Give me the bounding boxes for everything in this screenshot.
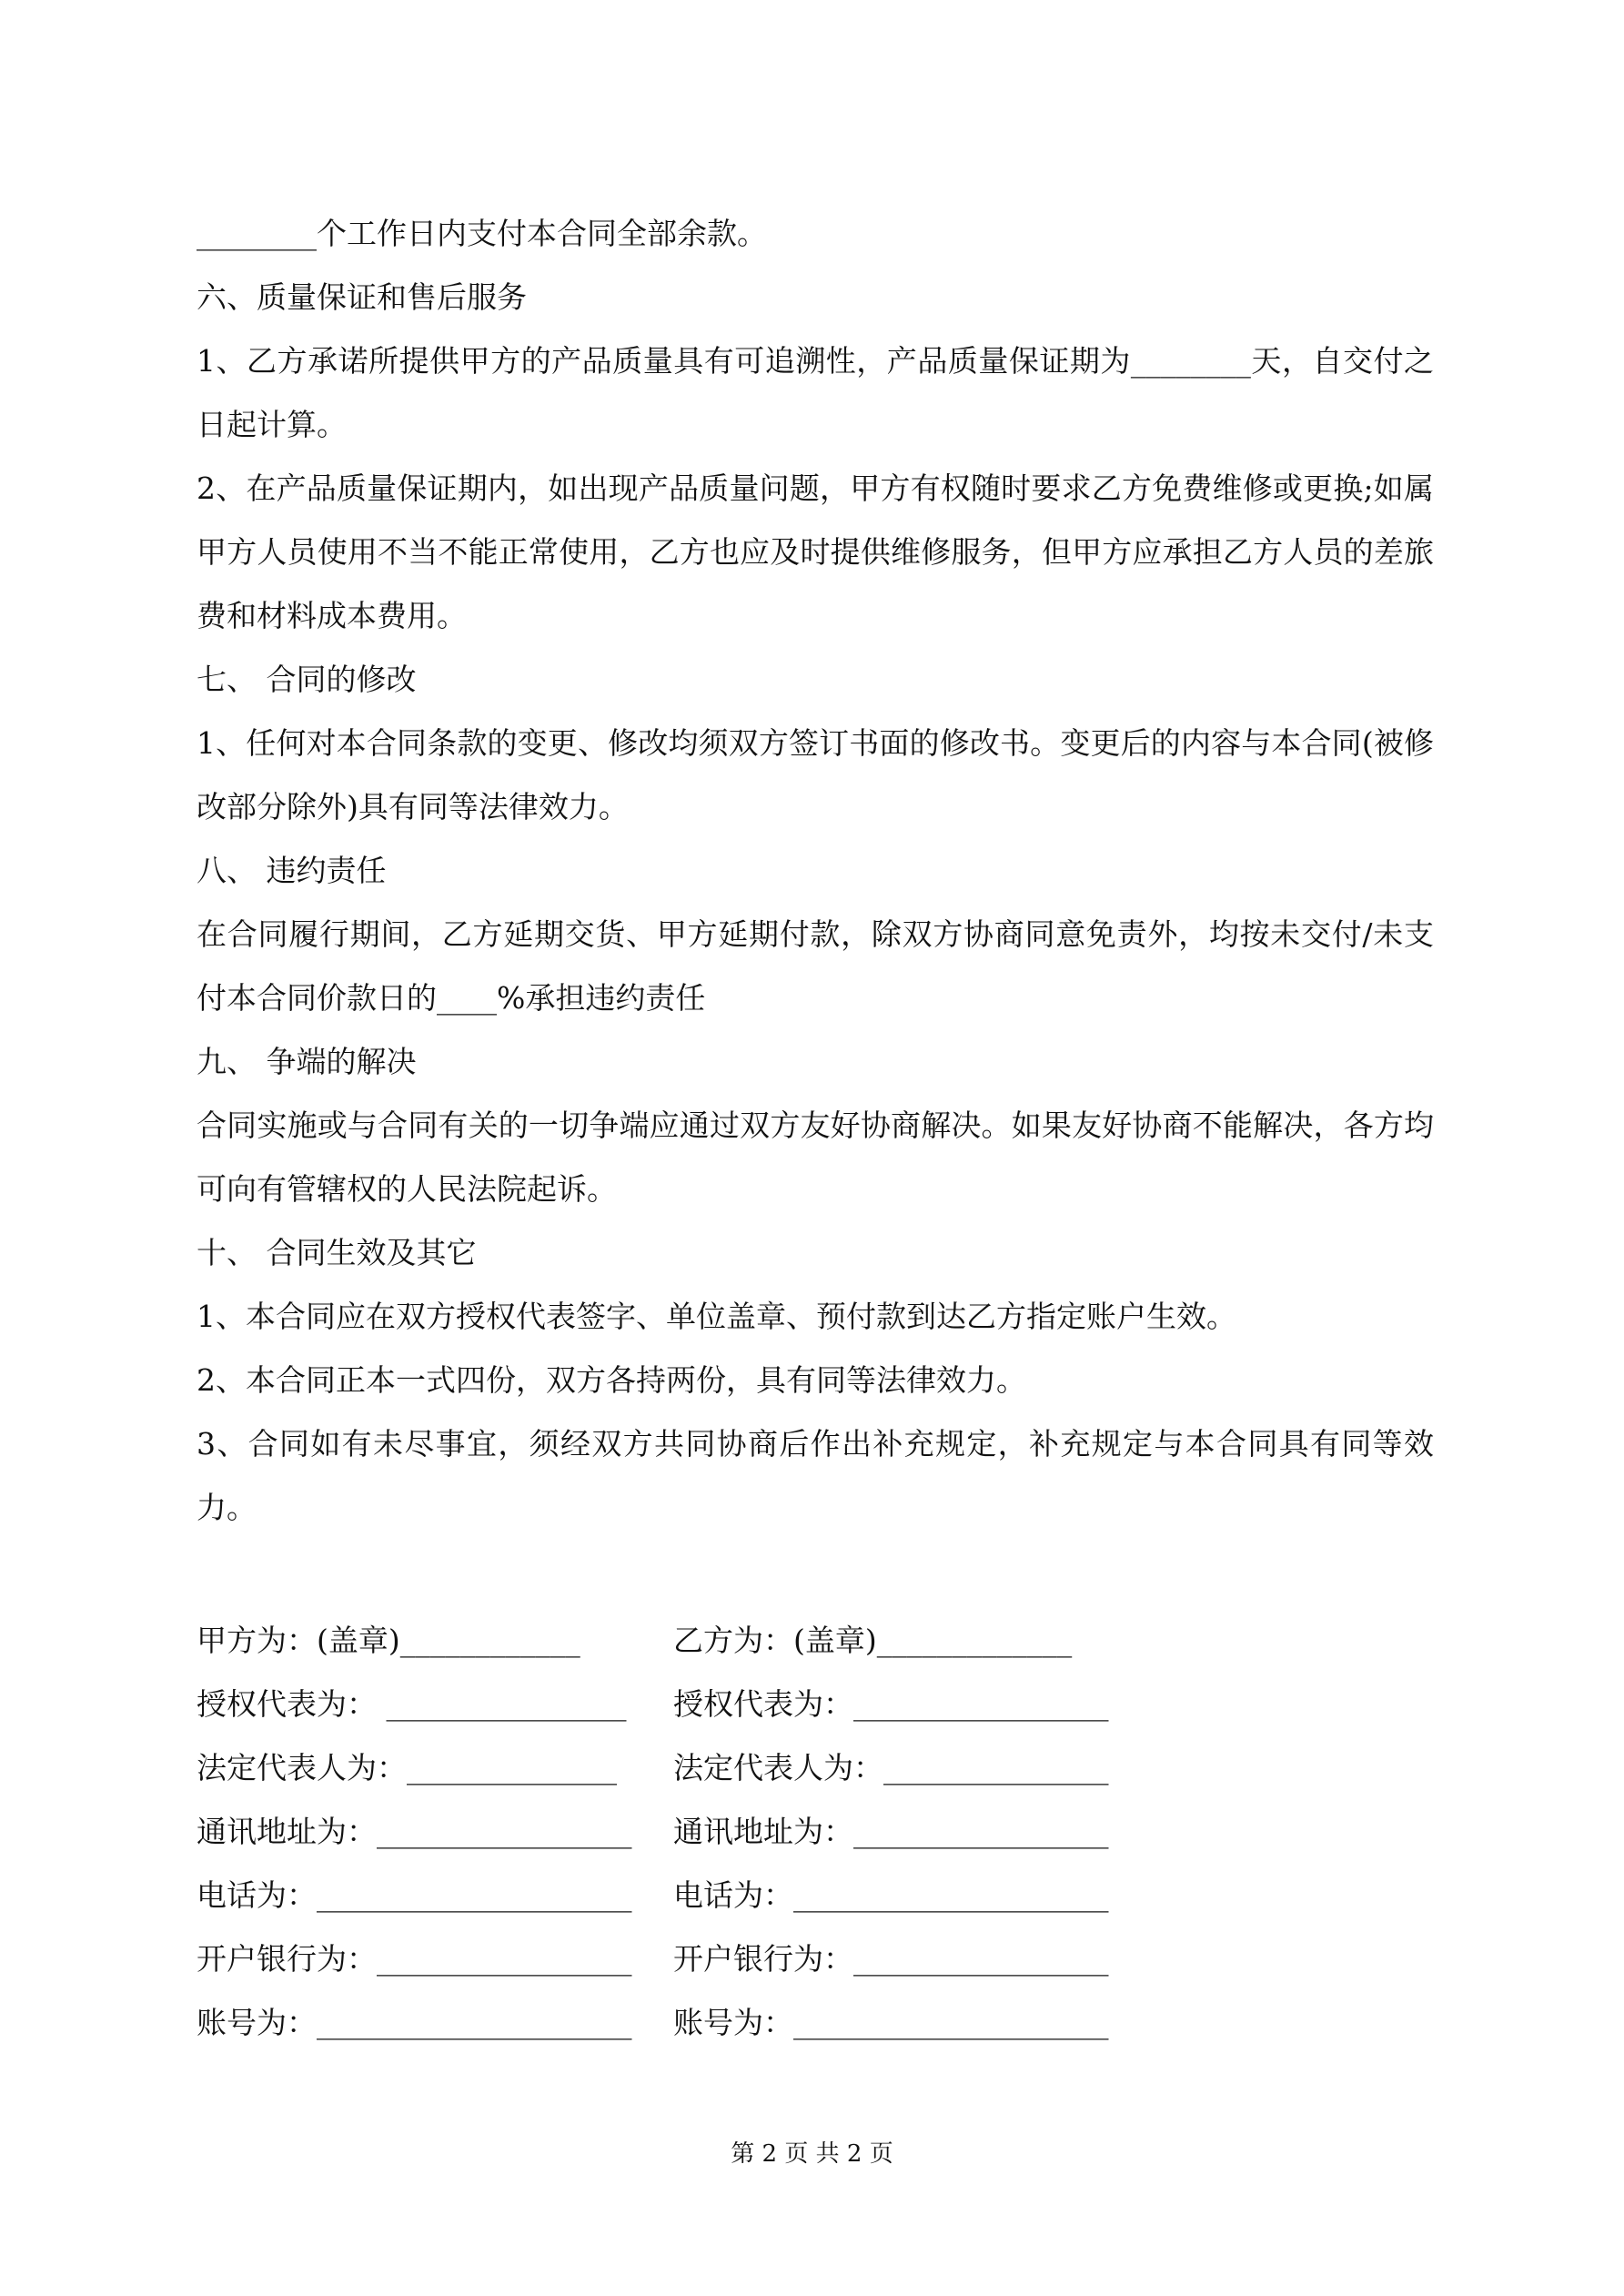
body-line: ________个工作日内支付本合同全部余款。	[197, 216, 767, 251]
party-b-account-field: 账号为：_____________________	[673, 2005, 1109, 2040]
body-paragraph: 合同实施或与合同有关的一切争端应通过双方友好协商解决。如果友好协商不能解决，各方均可向有管辖权的人民法院起诉。	[197, 1108, 1434, 1207]
party-b-bank-field: 开户银行为：_________________	[673, 1941, 1109, 1977]
body-paragraph: 在合同履行期间，乙方延期交货、甲方延期付款，除双方协商同意免责外，均按未交付/未支付本合同价款日的____%承担违约责任	[197, 916, 1434, 1016]
party-b-legal-rep-field: 法定代表人为：_______________	[673, 1750, 1109, 1785]
party-b-seal-field: 乙方为：(盖章)_____________	[673, 1623, 1073, 1658]
body-paragraph: 2、在产品质量保证期内，如出现产品质量问题，甲方有权随时要求乙方免费维修或更换;如属甲方人员使用不当不能正常使用，乙方也应及时提供维修服务，但甲方应承担乙方人员的差旅费和材料成本费用。	[197, 470, 1434, 633]
signature-row	[197, 1991, 1434, 2055]
body-paragraph: 1、乙方承诺所提供甲方的产品质量具有可追溯性，产品质量保证期为________天，自交付之日起计算。	[197, 343, 1434, 442]
party-a-authorized-rep-field: 授权代表为： ________________	[197, 1686, 627, 1722]
body-line: 2、本合同正本一式四份，双方各持两份，具有同等法律效力。	[197, 1362, 1026, 1398]
signature-row	[197, 1800, 1434, 1864]
party-b-address-field: 通讯地址为：_________________	[673, 1814, 1109, 1849]
section-heading-effect: 十、 合同生效及其它	[197, 1235, 477, 1270]
party-a-address-field: 通讯地址为：_________________	[197, 1814, 632, 1849]
signature-row	[197, 1927, 1434, 1991]
section-heading-liability: 八、 违约责任	[197, 853, 387, 888]
body-paragraph: 3、合同如有未尽事宜，须经双方共同协商后作出补充规定，补充规定与本合同具有同等效力。	[197, 1426, 1434, 1525]
party-a-phone-field: 电话为：_____________________	[197, 1877, 632, 1913]
signature-row	[197, 1736, 1434, 1800]
page-number: 第 2 页 共 2 页	[731, 2140, 893, 2168]
contract-body	[197, 202, 1434, 2055]
body-paragraph: 1、任何对本合同条款的变更、修改均须双方签订书面的修改书。变更后的内容与本合同(被修改部分除外)具有同等法律效力。	[197, 725, 1434, 824]
party-a-bank-field: 开户银行为：_________________	[197, 1941, 632, 1977]
party-a-account-field: 账号为：_____________________	[197, 2005, 632, 2040]
party-b-authorized-rep-field: 授权代表为：_________________	[673, 1686, 1109, 1722]
signature-row	[197, 1609, 1434, 1673]
party-a-seal-field: 甲方为：(盖章)____________	[197, 1623, 580, 1658]
section-heading-amendment: 七、 合同的修改	[197, 662, 417, 697]
party-a-legal-rep-field: 法定代表人为：______________	[197, 1750, 617, 1785]
party-b-phone-field: 电话为：_____________________	[673, 1877, 1109, 1913]
spacer	[197, 1540, 1434, 1609]
signature-row	[197, 1864, 1434, 1927]
signature-block	[197, 1609, 1434, 2055]
signature-row	[197, 1673, 1434, 1736]
section-heading-dispute: 九、 争端的解决	[197, 1044, 417, 1079]
section-heading-quality: 六、质量保证和售后服务	[197, 279, 527, 315]
body-line: 1、本合同应在双方授权代表签字、单位盖章、预付款到达乙方指定账户生效。	[197, 1299, 1236, 1334]
